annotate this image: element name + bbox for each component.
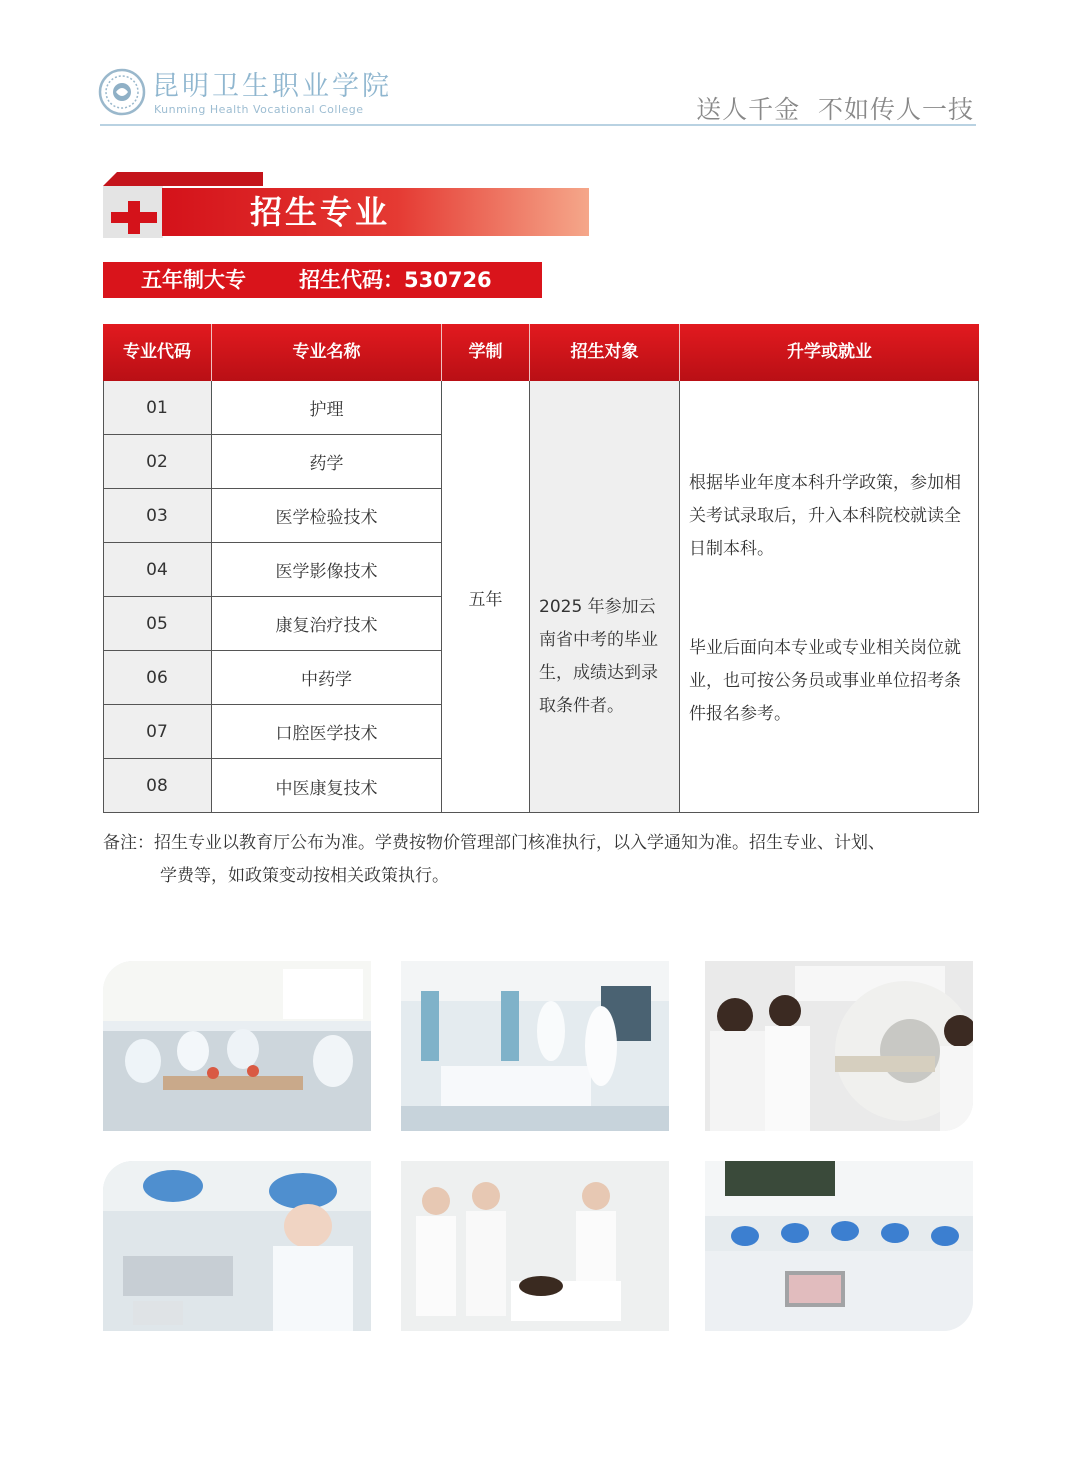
major-name-cell: 口腔医学技术 (212, 705, 442, 759)
photo-icu-ward (401, 961, 669, 1131)
major-code-cell: 08 (103, 759, 212, 813)
header-target: 招生对象 (530, 324, 680, 381)
footnote (103, 827, 983, 893)
major-code-cell: 05 (103, 597, 212, 651)
header-name: 专业名称 (212, 324, 442, 381)
program-code: 招生代码：530726 (299, 268, 492, 292)
photo-dental-practice (103, 1161, 371, 1331)
footnote-line-2: 学费等，如政策变动按相关政策执行。 (160, 866, 449, 886)
major-code-cell: 02 (103, 435, 212, 489)
major-name-cell: 中药学 (212, 651, 442, 705)
major-name-cell: 医学检验技术 (212, 489, 442, 543)
target-text: 2025 年参加云南省中考的毕业生，成绩达到录取条件者。 (539, 597, 658, 716)
slogan: 送人千金 不如传人一技 (696, 95, 974, 124)
program-type: 五年制大专 (141, 268, 246, 292)
photo-clinical-teaching (401, 1161, 669, 1331)
outcome-text-2: 毕业后面向本专业或专业相关岗位就业，也可按公务员或事业单位招考条件报名参考。 (689, 638, 961, 724)
major-code-cell: 01 (103, 381, 212, 435)
major-code-cell: 03 (103, 489, 212, 543)
college-logo (98, 68, 146, 116)
header-code: 专业代码 (103, 324, 212, 381)
major-name-cell: 康复治疗技术 (212, 597, 442, 651)
footnote-line-1: 备注：招生专业以教育厅公布为准。学费按物价管理部门核准执行，以入学通知为准。招生专业、计划、 (103, 833, 885, 853)
section-title: 招生专业 (249, 193, 390, 231)
major-code-cell: 04 (103, 543, 212, 597)
photo-microscope-lab (705, 1161, 973, 1331)
photo-ct-scanner (705, 961, 973, 1131)
header-outcome: 升学或就业 (680, 324, 979, 381)
major-name-cell: 中医康复技术 (212, 759, 442, 813)
outcome-cell (680, 381, 979, 813)
college-name-en: Kunming Health Vocational College (154, 103, 364, 116)
photo-dental-lab (103, 961, 371, 1131)
college-name-cn: 昆明卫生职业学院 (152, 71, 392, 102)
duration-cell: 五年 (442, 381, 530, 813)
target-cell (530, 381, 680, 813)
major-code-cell: 07 (103, 705, 212, 759)
major-name-cell: 医学影像技术 (212, 543, 442, 597)
outcome-text-1: 根据毕业年度本科升学政策，参加相关考试录取后，升入本科院校就读全日制本科。 (689, 473, 961, 559)
header-duration: 学制 (442, 324, 530, 381)
program-bar (103, 262, 542, 298)
majors-table (103, 324, 979, 813)
header-divider (100, 124, 976, 126)
major-code-cell: 06 (103, 651, 212, 705)
major-name-cell: 药学 (212, 435, 442, 489)
major-name-cell: 护理 (212, 381, 442, 435)
